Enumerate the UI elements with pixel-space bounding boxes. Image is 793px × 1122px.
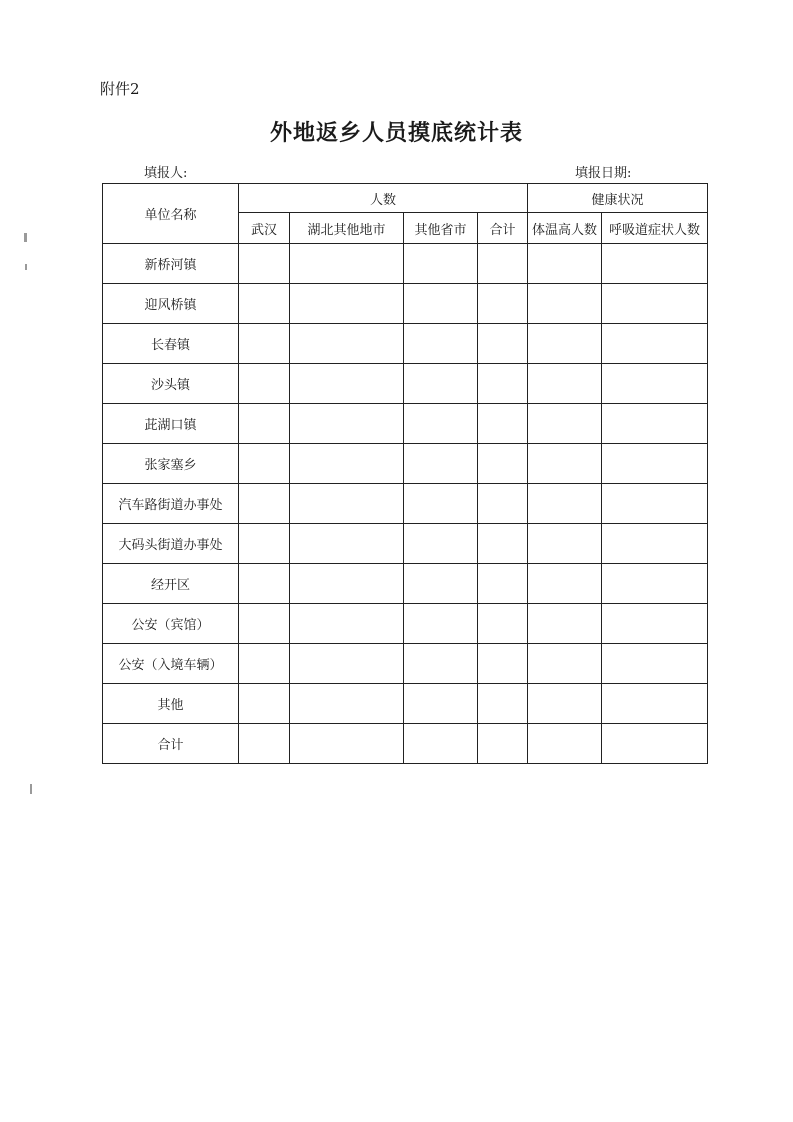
entry-cell[interactable] bbox=[478, 724, 528, 764]
entry-cell[interactable] bbox=[290, 724, 404, 764]
entry-cell[interactable] bbox=[404, 564, 478, 604]
table-row bbox=[103, 324, 708, 364]
entry-cell[interactable] bbox=[602, 604, 708, 644]
unit-name-cell: 张家塞乡 bbox=[103, 444, 239, 484]
entry-cell[interactable] bbox=[239, 444, 290, 484]
entry-cell[interactable] bbox=[404, 724, 478, 764]
entry-cell[interactable] bbox=[404, 604, 478, 644]
entry-cell[interactable] bbox=[478, 604, 528, 644]
table-row bbox=[103, 604, 708, 644]
entry-cell[interactable] bbox=[602, 444, 708, 484]
entry-cell[interactable] bbox=[239, 484, 290, 524]
entry-cell[interactable] bbox=[528, 684, 602, 724]
entry-cell[interactable] bbox=[528, 484, 602, 524]
entry-cell[interactable] bbox=[290, 564, 404, 604]
column-header: 武汉 bbox=[239, 213, 290, 244]
entry-cell[interactable] bbox=[239, 324, 290, 364]
unit-name-cell: 其他 bbox=[103, 684, 239, 724]
entry-cell[interactable] bbox=[239, 724, 290, 764]
unit-name-cell: 合计 bbox=[103, 724, 239, 764]
unit-name-cell: 沙头镇 bbox=[103, 364, 239, 404]
entry-cell[interactable] bbox=[478, 564, 528, 604]
entry-cell[interactable] bbox=[602, 524, 708, 564]
unit-name-cell: 长春镇 bbox=[103, 324, 239, 364]
entry-cell[interactable] bbox=[602, 644, 708, 684]
entry-cell[interactable] bbox=[404, 644, 478, 684]
entry-cell[interactable] bbox=[239, 244, 290, 284]
entry-cell[interactable] bbox=[290, 604, 404, 644]
entry-cell[interactable] bbox=[290, 644, 404, 684]
entry-cell[interactable] bbox=[404, 484, 478, 524]
entry-cell[interactable] bbox=[290, 684, 404, 724]
unit-name-cell: 迎风桥镇 bbox=[103, 284, 239, 324]
entry-cell[interactable] bbox=[528, 244, 602, 284]
unit-name-cell: 经开区 bbox=[103, 564, 239, 604]
entry-cell[interactable] bbox=[290, 444, 404, 484]
entry-cell[interactable] bbox=[404, 524, 478, 564]
entry-cell[interactable] bbox=[602, 564, 708, 604]
entry-cell[interactable] bbox=[290, 484, 404, 524]
entry-cell[interactable] bbox=[478, 364, 528, 404]
table-row bbox=[103, 564, 708, 604]
entry-cell[interactable] bbox=[528, 724, 602, 764]
entry-cell[interactable] bbox=[239, 564, 290, 604]
entry-cell[interactable] bbox=[602, 284, 708, 324]
entry-cell[interactable] bbox=[478, 284, 528, 324]
column-header: 呼吸道症状人数 bbox=[602, 213, 708, 244]
entry-cell[interactable] bbox=[404, 324, 478, 364]
entry-cell[interactable] bbox=[478, 244, 528, 284]
unit-name-cell: 公安（宾馆） bbox=[103, 604, 239, 644]
entry-cell[interactable] bbox=[290, 284, 404, 324]
table-row bbox=[103, 244, 708, 284]
entry-cell[interactable] bbox=[528, 324, 602, 364]
unit-name-header: 单位名称 bbox=[103, 184, 239, 244]
table-row bbox=[103, 444, 708, 484]
table-row bbox=[103, 284, 708, 324]
table-row bbox=[103, 484, 708, 524]
entry-cell[interactable] bbox=[290, 524, 404, 564]
unit-name-cell: 大码头街道办事处 bbox=[103, 524, 239, 564]
entry-cell[interactable] bbox=[528, 444, 602, 484]
column-header: 体温高人数 bbox=[528, 213, 602, 244]
entry-cell[interactable] bbox=[528, 604, 602, 644]
unit-name-cell: 汽车路街道办事处 bbox=[103, 484, 239, 524]
entry-cell[interactable] bbox=[404, 684, 478, 724]
entry-cell[interactable] bbox=[404, 404, 478, 444]
entry-cell[interactable] bbox=[602, 684, 708, 724]
unit-name-cell: 茈湖口镇 bbox=[103, 404, 239, 444]
entry-cell[interactable] bbox=[404, 284, 478, 324]
entry-cell[interactable] bbox=[239, 684, 290, 724]
unit-name-cell: 新桥河镇 bbox=[103, 244, 239, 284]
statistics-table bbox=[102, 183, 708, 764]
entry-cell[interactable] bbox=[602, 404, 708, 444]
entry-cell[interactable] bbox=[602, 324, 708, 364]
entry-cell[interactable] bbox=[239, 524, 290, 564]
entry-cell[interactable] bbox=[404, 444, 478, 484]
entry-cell[interactable] bbox=[290, 404, 404, 444]
entry-cell[interactable] bbox=[602, 364, 708, 404]
entry-cell[interactable] bbox=[478, 644, 528, 684]
entry-cell[interactable] bbox=[602, 724, 708, 764]
column-header: 其他省市 bbox=[404, 213, 478, 244]
entry-cell[interactable] bbox=[239, 364, 290, 404]
unit-name-cell: 公安（入境车辆） bbox=[103, 644, 239, 684]
entry-cell[interactable] bbox=[478, 684, 528, 724]
entry-cell[interactable] bbox=[404, 244, 478, 284]
table-row bbox=[103, 644, 708, 684]
table-row bbox=[103, 364, 708, 404]
filler-label: 填报人: bbox=[144, 166, 188, 181]
entry-cell[interactable] bbox=[528, 524, 602, 564]
table-row bbox=[103, 404, 708, 444]
people-count-header: 人数 bbox=[239, 184, 528, 213]
entry-cell[interactable] bbox=[239, 284, 290, 324]
entry-cell[interactable] bbox=[478, 404, 528, 444]
column-header: 湖北其他地市 bbox=[290, 213, 404, 244]
column-header: 合计 bbox=[478, 213, 528, 244]
entry-cell[interactable] bbox=[478, 444, 528, 484]
attachment-label: 附件2 bbox=[100, 80, 140, 98]
entry-cell[interactable] bbox=[528, 564, 602, 604]
scan-mark bbox=[30, 784, 32, 794]
scan-mark bbox=[24, 233, 27, 242]
entry-cell[interactable] bbox=[478, 524, 528, 564]
entry-cell[interactable] bbox=[290, 364, 404, 404]
table-row bbox=[103, 524, 708, 564]
table-body bbox=[103, 244, 708, 764]
entry-cell[interactable] bbox=[239, 644, 290, 684]
entry-cell[interactable] bbox=[404, 364, 478, 404]
entry-cell[interactable] bbox=[478, 484, 528, 524]
health-status-header: 健康状况 bbox=[528, 184, 708, 213]
entry-cell[interactable] bbox=[528, 284, 602, 324]
entry-cell[interactable] bbox=[239, 604, 290, 644]
entry-cell[interactable] bbox=[239, 404, 290, 444]
entry-cell[interactable] bbox=[528, 404, 602, 444]
table-row bbox=[103, 724, 708, 764]
entry-cell[interactable] bbox=[528, 364, 602, 404]
entry-cell[interactable] bbox=[478, 324, 528, 364]
page-title: 外地返乡人员摸底统计表 bbox=[269, 120, 523, 146]
entry-cell[interactable] bbox=[290, 244, 404, 284]
entry-cell[interactable] bbox=[290, 324, 404, 364]
entry-cell[interactable] bbox=[602, 484, 708, 524]
fill-date-label: 填报日期: bbox=[575, 166, 632, 181]
table-row bbox=[103, 684, 708, 724]
entry-cell[interactable] bbox=[528, 644, 602, 684]
scan-mark bbox=[25, 264, 27, 270]
entry-cell[interactable] bbox=[602, 244, 708, 284]
